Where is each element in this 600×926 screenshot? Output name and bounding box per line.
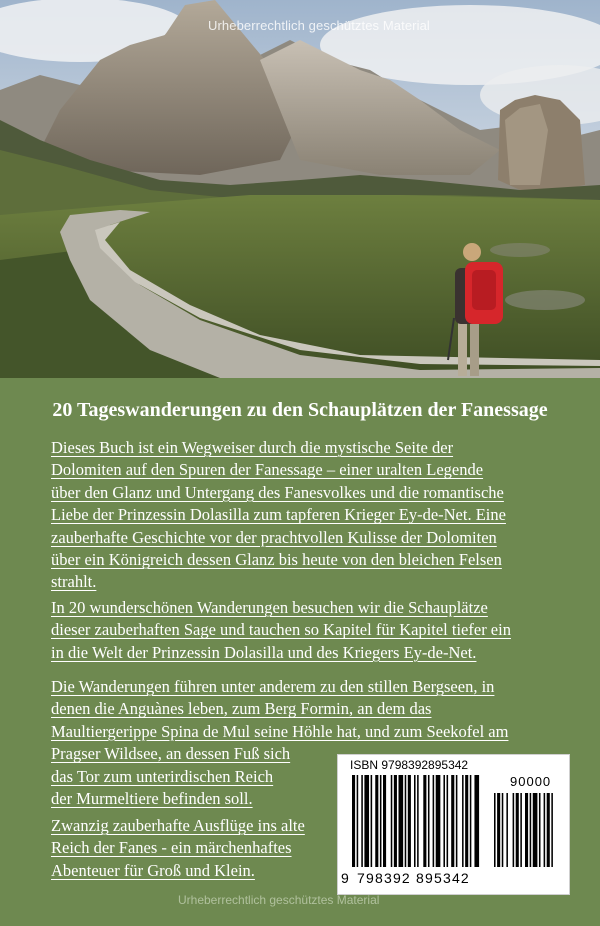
- barcode-bar: [394, 775, 397, 867]
- text-line: Dieses Buch ist ein Wegweiser durch die mystische Seite der: [51, 438, 454, 457]
- ean-remaining-digits: 798392 895342: [357, 870, 470, 886]
- addon-bar: [516, 793, 519, 867]
- addon-bar: [544, 793, 546, 867]
- text-line: denen die Anguànes leben, zum Berg Formin, an dem das: [51, 699, 432, 719]
- ean-first-digit: 9: [341, 870, 349, 886]
- barcode-bar: [414, 775, 416, 867]
- barcode-bar: [380, 775, 382, 867]
- addon-bar: [551, 793, 553, 867]
- barcode-bar: [375, 775, 378, 867]
- addon-bar: [506, 793, 508, 867]
- text-line: das Tor zum unterirdischen Reich: [51, 766, 274, 786]
- paragraph-1: [51, 437, 571, 594]
- addon-bar: [530, 793, 532, 867]
- barcode-bar: [371, 775, 373, 867]
- text-line: der Murmeltiere befinden soll.: [51, 789, 253, 809]
- barcode-bar: [405, 775, 407, 867]
- text-line: dieser zauberhaften Sage und tauchen so Kapitel für Kapitel tiefer ein: [51, 620, 511, 640]
- addon-bar: [547, 793, 550, 867]
- barcode-bar: [433, 775, 435, 867]
- addon-bar: [520, 793, 522, 867]
- barcode-bar: [451, 775, 454, 867]
- barcode-bar: [361, 775, 363, 867]
- barcode-bar: [357, 775, 359, 867]
- text-line: Die Wanderungen führen unter anderem zu den stillen Bergseen, in: [51, 677, 495, 696]
- text-line: über den Glanz und Untergang des Fanesvolkes und die romantische: [51, 482, 504, 502]
- isbn-barcode: [337, 754, 570, 895]
- barcode-bar: [456, 775, 458, 867]
- barcode-bar: [352, 775, 355, 867]
- barcode-bar: [436, 775, 441, 867]
- barcode-bar: [364, 775, 369, 867]
- text-line: Reich der Fanes - ein märchenhaftes: [51, 838, 292, 858]
- barcode-bar: [470, 775, 472, 867]
- text-line: Zwanzig zauberhafte Ausflüge ins alte: [51, 816, 305, 835]
- addon-bar: [494, 793, 496, 867]
- barcode-bars-icon: [352, 775, 556, 871]
- barcode-bar: [408, 775, 411, 867]
- barcode-bar: [399, 775, 404, 867]
- barcode-bar: [417, 775, 419, 867]
- barcode-bar: [474, 775, 479, 867]
- text-line: Abenteuer für Groß und Klein.: [51, 860, 255, 880]
- barcode-bar: [447, 775, 449, 867]
- barcode-bar: [383, 775, 386, 867]
- barcode-bar: [423, 775, 426, 867]
- text-line: In 20 wunderschönen Wanderungen besuchen wir die Schauplätze: [51, 598, 488, 617]
- addon-bar: [533, 793, 538, 867]
- cover-heading: 20 Tageswanderungen zu den Schauplätzen der Fanessage: [52, 399, 548, 421]
- addon-bar: [502, 793, 504, 867]
- addon-bar: [539, 793, 541, 867]
- text-line: in die Welt der Prinzessin Dolasilla und des Kriegers Ey-de-Net.: [51, 642, 477, 662]
- paragraph-2: [51, 597, 571, 664]
- copyright-watermark-bottom: Urheberrechtlich geschütztes Material: [178, 893, 380, 907]
- copyright-watermark-top: Urheberrechtlich geschütztes Material: [208, 18, 430, 33]
- mountain-photo: [0, 0, 600, 378]
- barcode-bar: [391, 775, 393, 867]
- text-line: Maultiergerippe Spina de Mul seine Höhle hat, und zum Seekofel am: [51, 721, 509, 741]
- addon-bar: [513, 793, 515, 867]
- text-line: Liebe der Prinzessin Dolasilla zum tapferen Krieger Ey-de-Net. Eine: [51, 505, 506, 525]
- text-line: über ein Königreich dessen Glanz bis heute von den bleichen Felsen: [51, 550, 502, 570]
- text-line: strahlt.: [51, 572, 97, 592]
- barcode-bar: [428, 775, 430, 867]
- barcode-bar: [465, 775, 468, 867]
- text-line: Pragser Wildsee, an dessen Fuß sich: [51, 744, 291, 764]
- mountain-landscape-photo-icon: [0, 0, 600, 378]
- isbn-label: ISBN 9798392895342: [350, 758, 469, 772]
- addon-bar: [525, 793, 528, 867]
- price-code: 90000: [510, 774, 552, 789]
- text-line: Dolomiten auf den Spuren der Fanessage – einer uralten Legende: [51, 460, 484, 480]
- barcode-bar: [462, 775, 464, 867]
- barcode-bar: [443, 775, 445, 867]
- text-line: zauberhafte Geschichte vor der prachtvollen Kulisse der Dolomiten: [51, 527, 497, 547]
- addon-bar: [497, 793, 500, 867]
